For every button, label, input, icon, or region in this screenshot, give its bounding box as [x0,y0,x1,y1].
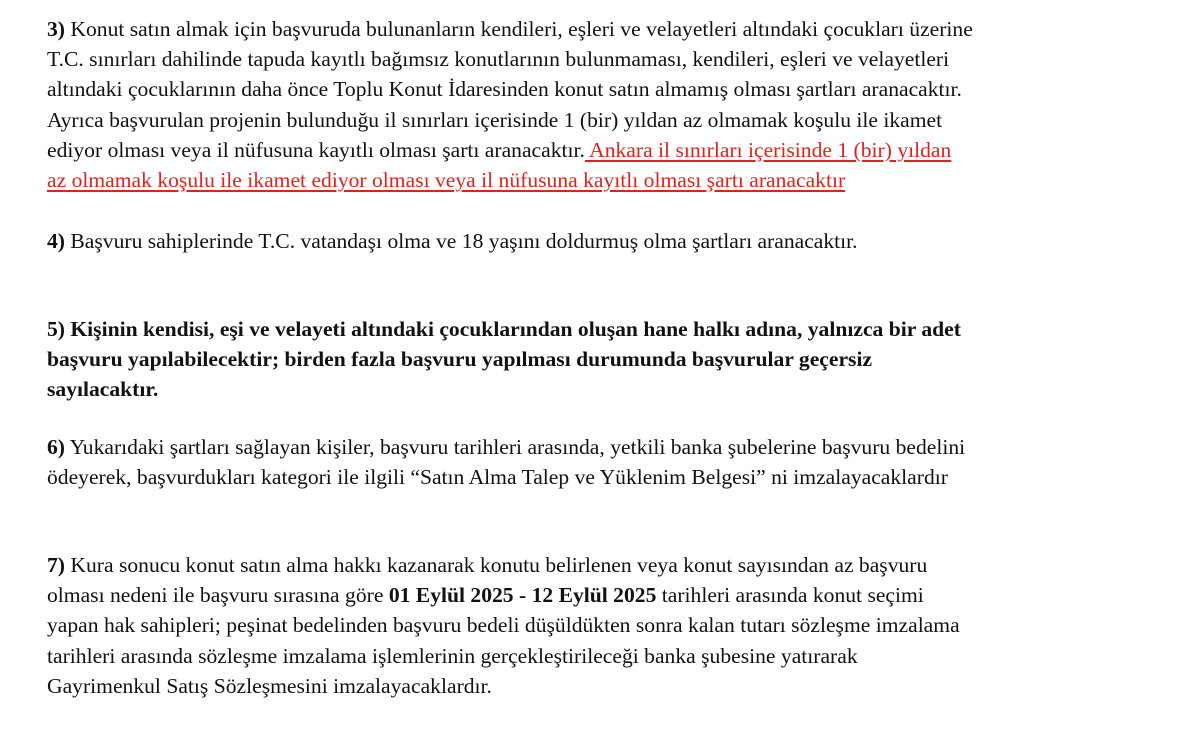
paragraph-7 [47,550,1172,701]
paragraph-6-line-2: ödeyerek, başvurdukları kategori ile ilgili “Satın Alma Talep ve Yüklenim Belgesi” ni imzalayacaklardır [47,465,948,490]
paragraph-7-text-2a: olması nedeni ile başvuru sırasına göre [47,583,389,608]
paragraph-7-line-1 [47,550,1172,580]
paragraph-6-line-1 [47,432,1172,462]
paragraph-7-text-2b: tarihleri arasında konut seçimi [656,583,924,608]
paragraph-4-text-1: Başvuru sahiplerinde T.C. vatandaşı olma ve 18 yaşını doldurmuş olma şartları aranacaktır. [65,229,858,253]
paragraph-7-number: 7) [47,553,65,577]
paragraph-4 [47,226,1172,256]
paragraph-6-text-1: Yukarıdaki şartları sağlayan kişiler, başvuru tarihleri arasında, yetkili banka şubelerine başvuru bedelini [65,435,966,459]
paragraph-6-number: 6) [47,435,65,459]
paragraph-3-line-2: T.C. sınırları dahilinde tapuda kayıtlı bağımsız konutlarının bulunmaması, kendileri, eşleri ve velayetleri [47,47,950,72]
paragraph-3-line-1 [47,14,1172,44]
paragraph-3-line-4: Ayrıca başvurulan projenin bulunduğu il sınırları içerisinde 1 (bir) yıldan az olmamak koşulu ile ikamet [47,107,943,132]
paragraph-4-line-1 [47,226,1172,256]
paragraph-5 [47,314,1172,405]
paragraph-5-line-2: başvuru yapılabilecektir; birden fazla başvuru yapılması durumunda başvurular geçersiz [47,347,873,372]
paragraph-3-line-6 [47,165,1172,195]
paragraph-4-number: 4) [47,229,65,253]
paragraph-7-line-3: yapan hak sahipleri; peşinat bedelinden başvuru bedeli düşüldükten sonra kalan tutarı sözleşme imzalama [47,613,960,638]
ankara-condition-red-text-1: Ankara il sınırları içerisinde 1 (bir) yıldan [584,137,952,162]
paragraph-3 [47,14,1172,195]
paragraph-7-line-4: tarihleri arasında sözleşme imzalama işlemlerinin gerçekleştirileceği banka şubesine yatırarak [47,643,858,668]
paragraph-5-line-3: sayılacaktır. [47,377,159,402]
paragraph-3-line-5 [47,135,1172,165]
paragraph-7-line-5: Gayrimenkul Satış Sözleşmesini imzalayacaklardır. [47,673,492,698]
paragraph-7-text-1: Kura sonucu konut satın alma hakkı kazanarak konutu belirlenen veya konut sayısından az başvuru [65,553,928,577]
paragraph-3-line-3: altındaki çocuklarının daha önce Toplu Konut İdaresinden konut satın almamış olması şartları aranacaktır. [47,77,962,102]
paragraph-7-line-2 [47,580,1172,610]
selection-date-range: 01 Eylül 2025 - 12 Eylül 2025 [388,583,657,608]
paragraph-6 [47,432,1172,492]
ankara-condition-red-text-2: az olmamak koşulu ile ikamet ediyor olması veya il nüfusuna kayıtlı olması şartı aranacaktır [47,168,846,193]
paragraph-3-text-1: Konut satın almak için başvuruda bulunanların kendileri, eşleri ve velayetleri altındaki çocukları üzerine [65,17,973,41]
paragraph-3-text-5: ediyor olması veya il nüfusuna kayıtlı olması şartı aranacaktır. [47,137,585,162]
paragraph-3-number: 3) [47,17,65,41]
paragraph-5-line-1: 5) Kişinin kendisi, eşi ve velayeti altındaki çocuklarından oluşan hane halkı adına, yalnızca bir adet [47,317,961,341]
